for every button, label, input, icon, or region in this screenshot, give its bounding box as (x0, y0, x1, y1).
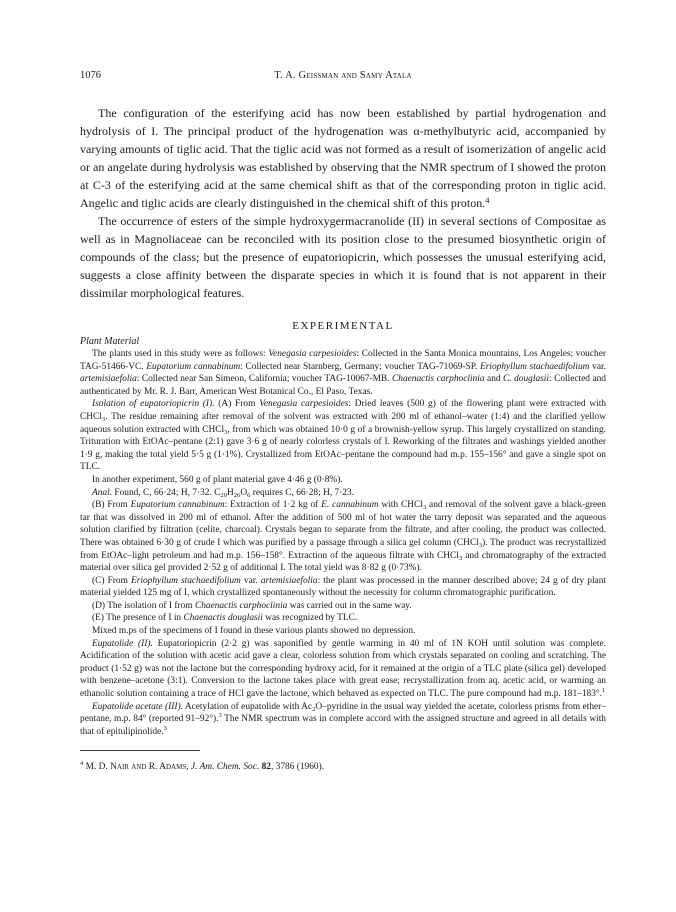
footnote-mark: 4 (80, 760, 84, 768)
isolation-title: Isolation of eupatoriopicrin (I). (92, 399, 215, 410)
page-number: 1076 (80, 70, 101, 81)
intro-paragraph-2: The occurrence of esters of the simple hydroxygermacranolide (II) in several sections of Compositae as well as in Magnoliaceae can be reconciled with its position close to the presumed biosynthetic origin of compounds of the class; but the presence of eupatoriopicrin, which possesses the unusual esterifying acid, suggests a close affinity between the disparate species in which it is found that is not apparent in their dissimilar morphological features. (80, 214, 606, 300)
footnote-4: $^4$ M. D. Nair and R. Adams, J. Am. Chem. Soc. 82, 3786 (1960). (80, 760, 325, 773)
analysis-paragraph: Anal. Found, C, 66·24; H, 7·32. $C_{20}H_{26}O_6$ requires C, 66·28; H, 7·23. (92, 487, 355, 499)
another-experiment-paragraph: In another experiment, 560 g of plant material gave 4·46 g (0·8%). (92, 474, 343, 485)
isolation-paragraph-b: (B) From Eupatorium cannabinum: Extraction of 1·2 kg of E. cannabinum with CHCl$_3$ and removal of the solvent gave a black-green tar that was dissolved in 200 ml of ethanol. After the addition of 500 ml of hot water the tarry deposit was separated and the aqueous solution clarified by filtration (celite, charcoal). Crystals began to separate from the filtrate, and after cooling, the product was collected. There was obtained 6·30 g of crude I which was purified by a passage through a silica gel column (CHCl$_3$). The product was recrystallized from EtOAc–light petroleum and had m.p. 156–158°. Extraction of the aqueous filtrate with CHCl$_3$ and chromatography of the extracted material over silica gel provided 2·52 g of additional I. The total yield was 8·82 g (0·73%). (80, 500, 606, 574)
mixed-mp-paragraph: Mixed m.ps of the specimens of I found in these various plants showed no depression. (92, 626, 416, 637)
isolation-paragraph-e: (E) The presence of I in Chaenactis douglasii was recognized by TLC. (92, 613, 358, 624)
section-heading-experimental: EXPERIMENTAL (292, 320, 394, 332)
ref-3b: 3 (163, 724, 167, 732)
footnote-rule (80, 750, 200, 751)
ref-3a: 3 (218, 712, 222, 720)
ref-4: 4 (485, 196, 490, 205)
ref-1: 1 (602, 687, 606, 695)
eupatolide-paragraph: Eupatolide (II). Eupatoriopicrin (2·2 g) was saponified by gentle warming in 40 ml of 1N KOH until solution was complete. Acidification of the solution with acetic acid gave a clear, colorless solution from which crystals separated on cooling and scratching. The product (1·52 g) was not the lactone but the corresponding hydroxy acid, for it remained at the origin of a TLC plate (silica gel) developed with benzene–acetone (3:1). Conversion to the lactone takes place with great ease; recrystallization from aq. acetic acid, or warming an ethanolic solution containing a trace of HCl gave the lactone, which behaved as expected on TLC. The pure compound had m.p. 181–183°.$^1$ (80, 638, 606, 700)
experimental-text (80, 348, 606, 738)
isolation-paragraph-d: (D) The isolation of I from Chaenactis carphoclinia was carried out in the same way. (92, 600, 412, 611)
running-title: T. A. Geissman and Samy Atala (274, 70, 412, 81)
intro-paragraph-1: The configuration of the esterifying acid has now been established by partial hydrogenation and hydrolysis of I. The principal product of the hydrogenation was α-methylbutyric acid, accompanied by varying amounts of tiglic acid. That the tiglic acid was not formed as a result of isomerization of angelic acid or an angelate during hydrolysis was established by observing that the NMR spectrum of I showed the proton at C-3 of the esterifying acid at the same chemical shift as that of the corresponding proton in tiglic acid. Angelic and tiglic acids are clearly distinguished in the chemical shift of this proton.$^4$ (80, 106, 606, 210)
intro-text (80, 104, 606, 302)
isolation-paragraph-c: (C) From Eriophyllum stachaedifolium var. artemisiaefolia: the plant was processed in the manner described above; 24 g of dry plant material yielded 125 mg of I, which crystallized spontaneously without the necessity for column chromatographic purification. (80, 575, 607, 599)
eupatolide-acetate-paragraph: Eupatolide acetate (III). Acetylation of eupatolide with $Ac_2O$–pyridine in the usual way yielded the acetate, colorless prisms from ether–pentane, m.p. 84° (reported 91–92°).$^3$ The NMR spectrum was in complete accord with the assigned structure and agreed in all details with that of epitulipinolide.$^3$ (80, 701, 606, 737)
subheading-plant-material: Plant Material (80, 336, 140, 347)
running-head (80, 70, 606, 86)
plant-list-paragraph: The plants used in this study were as follows: Venegasia carpesioides: Collected in the Santa Monica mountains, Los Angeles; voucher TAG-51466-VC. Eupatorium cannabinum: Collected near Starnberg, Germany; voucher TAG-71069-SP. Eriophyllum stachaedifolium var. artemisiaefolia: Collected near San Simeon, California; voucher TAG-10067-MB. Chaenactis carphoclinia and C. douglasii: Collected and authenticated by Mr. R. J. Barr, American West Botanical Co., El Paso, Texas. (80, 349, 607, 397)
isolation-paragraph-a: Isolation of eupatoriopicrin (I). (A) From Venegasia carpesioides: Dried leaves (500 g) of the flowering plant were extracted with CHCl$_3$. The residue remaining after removal of the solvent was extracted with 200 ml of ethanol–water (1:4) and the clarified yellow aqueous solution extracted with CHCl$_3$, from which was obtained 10·0 g of a brownish-yellow syrup. This largely crystallized on standing. Trituration with EtOAc–pentane (2:1) gave 3·6 g of nearly colorless crystals of I. Reworking of the filtrates and washings yielded another 1·9 g, making the total yield 5·5 g (1·1%). Crystallized from EtOAc–pentane the compound had m.p. 155–156° and gave a single spot on TLC. (80, 399, 607, 473)
page (80, 70, 606, 774)
